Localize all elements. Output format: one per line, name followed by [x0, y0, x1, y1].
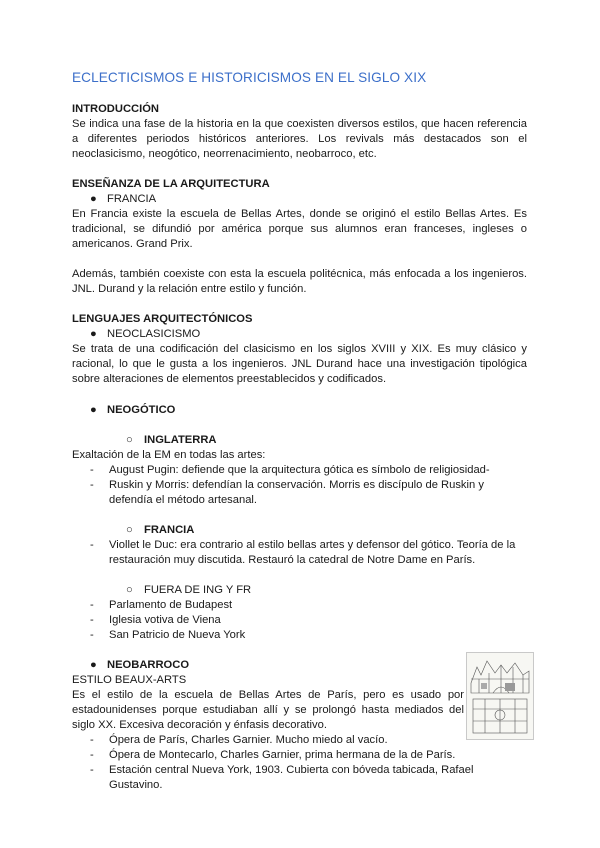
bullet-neoclasicismo: ● NEOCLASICISMO	[90, 328, 201, 340]
opera-section-sketch	[467, 653, 533, 739]
list-item: - Ruskin y Morris: defendían la conservación. Morris es discípulo de Ruskin y defendía el método artesanal.	[90, 479, 484, 506]
list-item: - Estación central Nueva York, 1903. Cubierta con bóveda tabicada, Rafael Gustavino.	[90, 764, 474, 791]
sub-bullet-fuera: ○ FUERA DE ING Y FR	[126, 584, 252, 596]
ring-bullet-icon: ○	[126, 524, 133, 536]
architectural-drawing-image	[466, 652, 534, 740]
ring-bullet-icon: ○	[126, 584, 133, 596]
francia-list	[72, 538, 527, 568]
fuera-list	[72, 598, 527, 643]
bullet-neobarroco: ● NEOBARROCO	[90, 659, 190, 671]
list-item: - August Pugin: defiende que la arquitectura gótica es símbolo de religiosidad-	[90, 464, 490, 476]
bullet-francia: ● FRANCIA	[90, 193, 157, 205]
sub-bullet-francia: ○ FRANCIA	[126, 524, 195, 536]
sub-bullet-inglaterra: ○ INGLATERRA	[126, 434, 217, 446]
neobarroco-block	[72, 658, 464, 733]
bullet-neogotico: ● NEOGÓTICO	[90, 404, 176, 416]
neobarroco-subtitle: ESTILO BEAUX-ARTS	[72, 674, 187, 686]
bullet-icon: ●	[90, 404, 97, 416]
lenguajes-text: Se trata de una codificación del clasicismo en los siglos XVIII y XIX. Es muy clásico y racional, lo que le gusta a los ingenieros. JNL Durand hace una investigación tipológica sobre alteraciones de elementos preestablecidos y codificados.	[72, 343, 527, 385]
ring-bullet-icon: ○	[126, 434, 133, 446]
list-item: - Viollet le Duc: era contrario al estilo bellas artes y defensor del gótico. Teoría de la restauración muy discutida. Restauró la catedral de Notre Dame en París.	[90, 539, 516, 566]
list-item: - Ópera de París, Charles Garnier. Mucho miedo al vacío.	[90, 734, 388, 746]
intro-heading: INTRODUCCIÓN	[72, 103, 160, 115]
lenguajes-heading: LENGUAJES ARQUITECTÓNICOS	[72, 313, 253, 325]
bullet-icon: ●	[90, 193, 97, 205]
ensenanza-paragraph-1: En Francia existe la escuela de Bellas Artes, donde se originó el estilo Bellas Artes. Es tradicional, se difundió por américa porque sus alumnos eran franceses, ingleses o americanos. Grand Prix.	[72, 208, 527, 250]
intro-text: Se indica una fase de la historia en la que coexisten diversos estilos, que hacen referencia a diferentes periodos históricos anteriores. Los revivals más destacados son el neoclasicismo, neogótico, neorrenacimiento, neobarroco, etc.	[72, 118, 527, 160]
list-item: - Parlamento de Budapest	[90, 599, 233, 611]
ensenanza-heading: ENSEÑANZA DE LA ARQUITECTURA	[72, 178, 270, 190]
inglaterra-list	[72, 463, 527, 508]
neobarroco-list	[72, 733, 527, 793]
list-item: - Ópera de Montecarlo, Charles Garnier, prima hermana de la de París.	[90, 749, 456, 761]
bullet-icon: ●	[90, 659, 97, 671]
document-page	[72, 68, 527, 793]
bullet-icon: ●	[90, 328, 97, 340]
document-title: ECLECTICISMOS E HISTORICISMOS EN EL SIGLO XIX	[72, 70, 427, 85]
neobarroco-text: Es el estilo de la escuela de Bellas Artes de París, pero es usado por estadounidenses porque estudiaban allí y se prolongó hasta mediados del siglo XX. Excesiva decoración y énfasis decorativo.	[72, 689, 464, 731]
list-item: - Iglesia votiva de Viena	[90, 614, 221, 626]
list-item: - San Patricio de Nueva York	[90, 629, 246, 641]
inglaterra-text: Exaltación de la EM en todas las artes:	[72, 449, 266, 461]
ensenanza-paragraph-2: Además, también coexiste con esta la escuela politécnica, más enfocada a los ingenieros. JNL. Durand y la relación entre estilo y función.	[72, 268, 527, 295]
